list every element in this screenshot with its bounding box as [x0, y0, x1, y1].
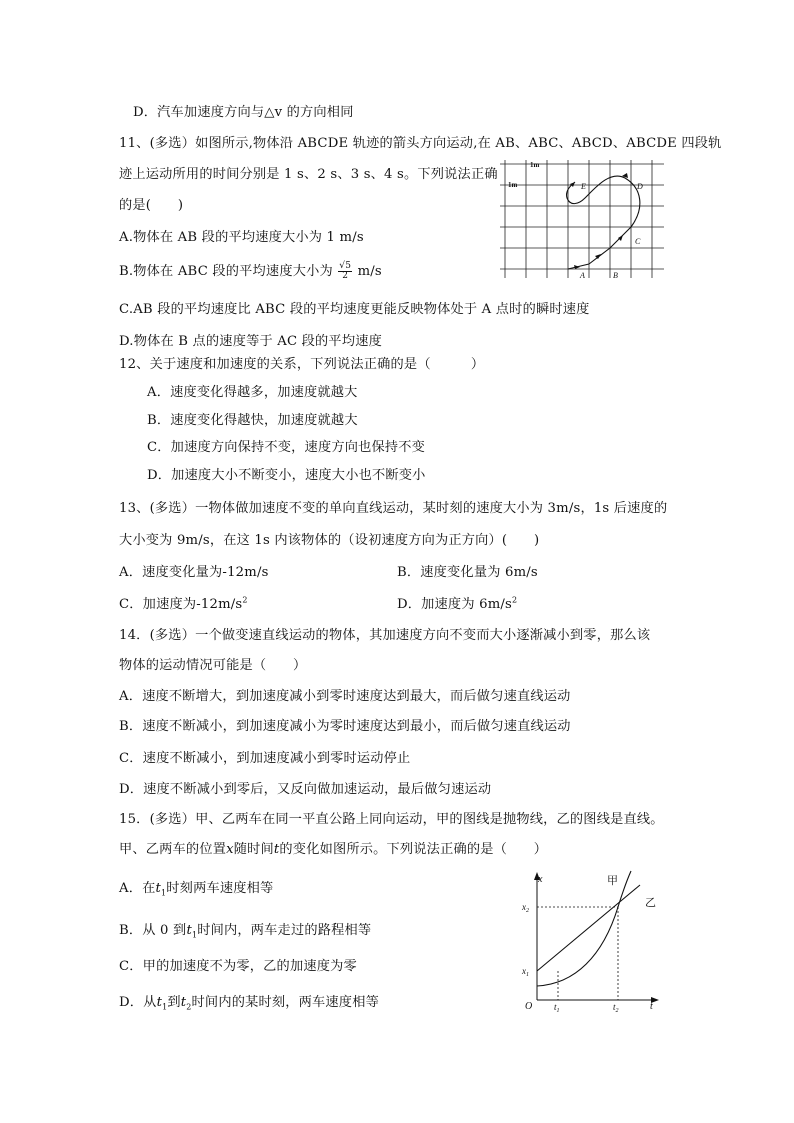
q13-option-b: B．速度变化量为 6m/s	[397, 565, 538, 580]
q15-stem-line1: 15．(多选）甲、乙两车在同一平直公路上同向运动，甲的图线是抛物线，乙的图线是直线。	[119, 812, 664, 827]
q11-stem-line2: 迹上运动所用的时间分别是 1 s、2 s、3 s、4 s。下列说法正确	[119, 167, 498, 182]
fraction-numerator: √5	[339, 261, 352, 271]
q13-option-a: A．速度变化量为-12m/s	[119, 565, 269, 580]
q13-option-d: D．加速度为 $6m/s^2$	[397, 595, 518, 612]
q13-stem-line2: 大小变为 9m/s，在这 1s 内该物体的（设初速度方向为正方向）( )	[119, 533, 540, 548]
t2-label: $t_2$	[613, 1002, 619, 1012]
q11-stem-line1: 11、(多选）如图所示,物体沿 ABCDE 轨迹的箭头方向运动,在 AB、ABC、ABCD、ABCDE 四段轨	[119, 136, 722, 151]
arrow-bc2	[618, 235, 623, 241]
q12-option-d: D．加速度大小不断变小，速度大小也不断变小	[147, 468, 426, 483]
q12-stem: 12、关于速度和加速度的关系，下列说法正确的是（ ）	[119, 357, 485, 372]
q10-option-d: D．汽车加速度方向与△v 的方向相同	[133, 105, 354, 120]
x2-label: $x_2$	[522, 902, 529, 914]
q11-stem-line3: 的是( )	[119, 198, 184, 213]
jia-label: 甲	[607, 875, 618, 887]
q12-option-b: B．速度变化得越快，加速度就越大	[147, 413, 358, 428]
q11-grid-figure	[500, 158, 670, 283]
q11-option-c: C.AB 段的平均速度比 ABC 段的平均速度更能反映物体处于 A 点时的瞬时速度	[119, 302, 590, 317]
t1-label: $t_1$	[554, 1002, 560, 1012]
q15-option-a: A．在$t_1$时刻两车速度相等	[119, 881, 274, 898]
q11-point-b: B	[613, 271, 618, 280]
q11-option-b-fraction	[338, 262, 352, 281]
x-axis-label: x	[538, 874, 543, 885]
fraction-denominator: 2	[342, 271, 349, 281]
q11-option-b-text: B.物体在 ABC 段的平均速度大小为	[119, 264, 333, 279]
q11-unit-top: 1m	[530, 161, 540, 169]
origin-label: O	[525, 1001, 533, 1012]
q12-option-a: A．速度变化得越多，加速度就越大	[147, 385, 358, 400]
q14-option-a: A．速度不断增大，到加速度减小到零时速度达到最大，而后做匀速直线运动	[119, 689, 571, 704]
q11-point-a: A	[580, 271, 585, 280]
q11-option-b-unit: m/s	[357, 264, 382, 279]
q11-point-c: C	[635, 237, 641, 246]
q11-unit-left: 1m	[508, 181, 518, 189]
q14-stem-line1: 14．(多选）一个做变速直线运动的物体，其加速度方向不变而大小逐渐减小到零，那么该	[119, 628, 651, 643]
arrow-ab	[574, 265, 580, 269]
yi-line	[537, 885, 640, 971]
q15-option-d: D．从$t_1$到$t_2$时间内的某时刻，两车速度相等	[119, 995, 379, 1012]
q11-point-e: E	[581, 182, 586, 191]
q15-stem-line2: 甲、乙两车的位置x随时间t的变化如图所示。下列说法正确的是（ ）	[119, 842, 548, 857]
t-axis-label: t	[650, 1001, 653, 1012]
q13-stem-line1: 13、(多选）一物体做加速度不变的单向直线运动，某时刻的速度大小为 3m/s，1s 后速度的	[119, 501, 668, 516]
q11-option-a: A.物体在 AB 段的平均速度大小为 1 m/s	[119, 230, 364, 245]
q14-stem-line2: 物体的运动情况可能是（ ）	[119, 658, 307, 673]
q14-option-c: C．速度不断减小，到加速度减小到零时运动停止	[119, 751, 411, 766]
q15-xt-graph	[515, 866, 665, 1012]
q14-option-b: B．速度不断减小，到加速度减小为零时速度达到最小，而后做匀速直线运动	[119, 719, 571, 734]
yi-label: 乙	[645, 897, 656, 909]
q15-option-b: B．从 0 到$t_1$时间内，两车走过的路程相等	[119, 923, 372, 940]
q15-option-c: C．甲的加速度不为零，乙的加速度为零	[119, 959, 357, 974]
q12-option-c: C．加速度方向保持不变，速度方向也保持不变	[147, 440, 426, 455]
q11-option-d: D.物体在 B 点的速度等于 AC 段的平均速度	[119, 334, 382, 349]
x1-label: $x_1$	[522, 966, 529, 978]
q14-option-d: D．速度不断减小到零后，又反向做加速运动，最后做匀速运动	[119, 782, 492, 797]
q11-option-b	[119, 262, 382, 281]
q11-point-d: D	[637, 182, 643, 191]
jia-curve	[537, 871, 631, 986]
q13-option-c: C．加速度为$-12m/s^2$	[119, 595, 248, 612]
